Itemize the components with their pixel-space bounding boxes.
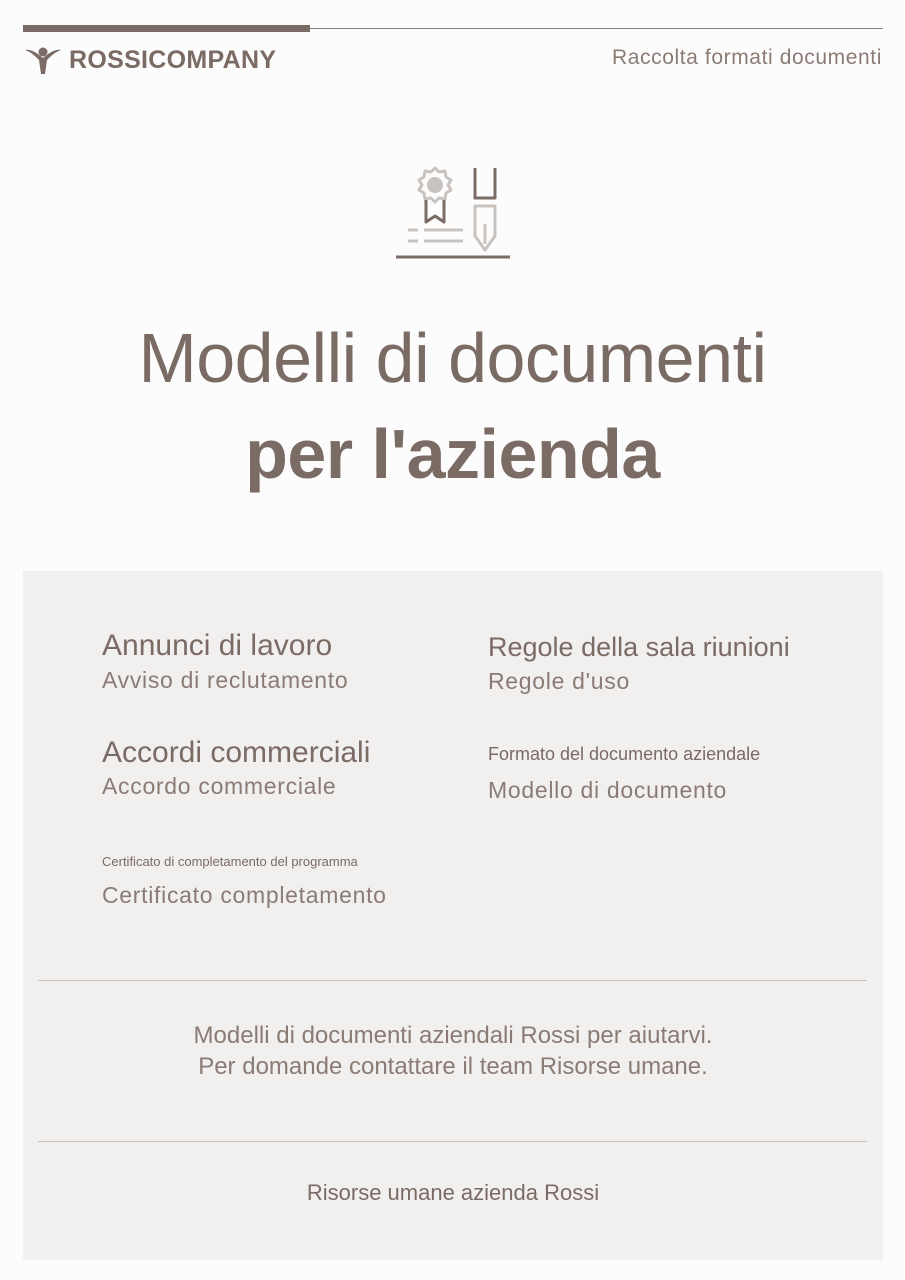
list-item xyxy=(102,736,370,800)
certificate-pen-icon xyxy=(395,160,513,262)
footer-message-line1: Modelli di documenti aziendali Rossi per aiutarvi. xyxy=(193,1022,713,1049)
header-rule xyxy=(310,28,883,29)
page-title-line2: per l'azienda xyxy=(245,415,660,493)
list-item xyxy=(488,744,760,804)
brand-logo xyxy=(23,44,276,76)
footer-message xyxy=(23,1020,883,1082)
footer-message-line2: Per domande contattare il team Risorse umane. xyxy=(198,1053,708,1080)
document-list-panel xyxy=(23,571,883,1260)
item-subtitle: Certificato completamento xyxy=(102,882,387,908)
item-title: Regole della sala riunioni xyxy=(488,632,790,662)
item-subtitle: Avviso di reclutamento xyxy=(102,667,349,693)
item-subtitle: Modello di documento xyxy=(488,777,728,803)
list-item xyxy=(488,632,790,695)
page-title-line1: Modelli di documenti xyxy=(138,319,767,397)
item-subtitle: Accordo commerciale xyxy=(102,773,337,799)
footer-signature: Risorse umane azienda Rossi xyxy=(306,1180,600,1205)
brand-name: ROSSICOMPANY xyxy=(69,45,277,74)
list-item xyxy=(102,854,387,909)
brand-person-icon xyxy=(23,44,63,76)
item-title: Annunci di lavoro xyxy=(102,629,333,662)
item-title: Formato del documento aziendale xyxy=(488,744,761,764)
divider xyxy=(38,1141,867,1142)
divider xyxy=(38,980,867,981)
item-title: Accordi commerciali xyxy=(102,736,371,769)
header-accent-bar xyxy=(23,25,310,32)
item-subtitle: Regole d'uso xyxy=(488,668,630,694)
list-item xyxy=(102,629,348,694)
header-subtitle: Raccolta formati documenti xyxy=(611,46,882,69)
item-title: Certificato di completamento del programma xyxy=(102,854,358,869)
